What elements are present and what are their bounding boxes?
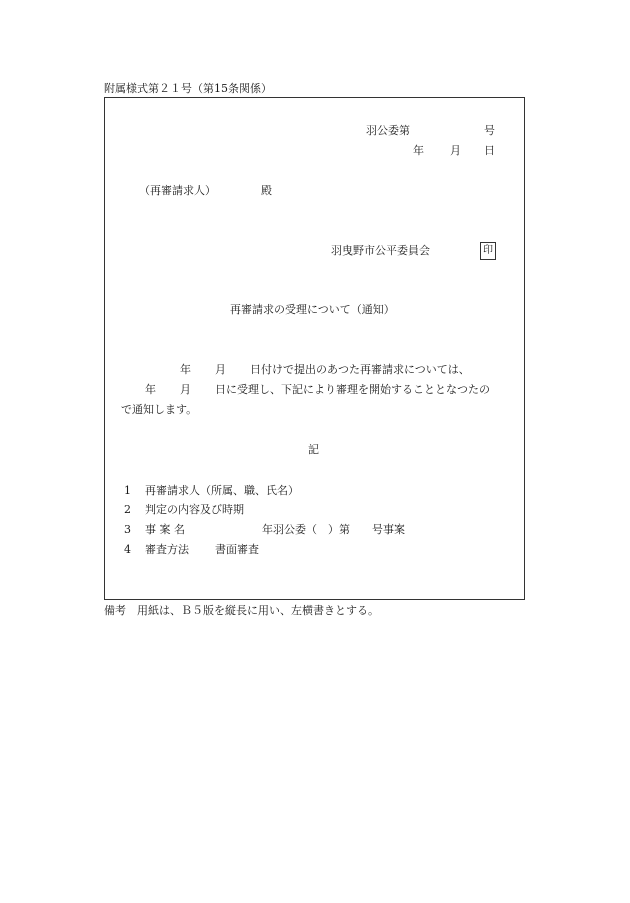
body-line2-month: 月 bbox=[180, 383, 191, 396]
item-detail: 年羽公委（ ）第 号事案 bbox=[262, 523, 405, 536]
body-line3-text: で通知します。 bbox=[121, 403, 198, 416]
document-title: 再審請求の受理について（通知） bbox=[230, 303, 395, 316]
date-month: 月 bbox=[450, 144, 461, 157]
recipient-label: （再審請求人） bbox=[139, 184, 216, 197]
date-year: 年 bbox=[413, 144, 424, 157]
recipient-honorific: 殿 bbox=[261, 184, 272, 197]
form-number: 附属様式第２１号（第15条関係） bbox=[104, 82, 272, 95]
body-line1-year: 年 bbox=[180, 363, 191, 376]
item-number: 4 bbox=[124, 543, 131, 556]
reference-suffix: 号 bbox=[484, 124, 495, 137]
seal-mark: 印 bbox=[480, 242, 496, 260]
reference-prefix: 羽公委第 bbox=[366, 124, 410, 137]
item-number: 3 bbox=[124, 523, 131, 536]
item-text: 審査方法 bbox=[145, 543, 189, 556]
ki-heading: 記 bbox=[308, 443, 319, 456]
item-detail: 書面審査 bbox=[215, 543, 259, 556]
issuer-name: 羽曳野市公平委員会 bbox=[331, 244, 430, 257]
body-line2-text: 日に受理し、下記により審理を開始することとなつたの bbox=[215, 383, 490, 396]
item-text: 判定の内容及び時期 bbox=[145, 503, 244, 516]
date-day: 日 bbox=[484, 144, 495, 157]
item-text: 再審請求人（所属、職、氏名） bbox=[145, 484, 299, 497]
item-text: 事 案 名 bbox=[145, 523, 185, 536]
item-number: 1 bbox=[124, 484, 131, 497]
item-number: 2 bbox=[124, 503, 131, 516]
body-line2-year: 年 bbox=[145, 383, 156, 396]
body-line1-text: 日付けで提出のあつた再審請求については、 bbox=[250, 363, 470, 376]
body-line1-month: 月 bbox=[215, 363, 226, 376]
footer-note: 備考 用紙は、Ｂ５版を縦長に用い、左横書きとする。 bbox=[104, 604, 379, 617]
